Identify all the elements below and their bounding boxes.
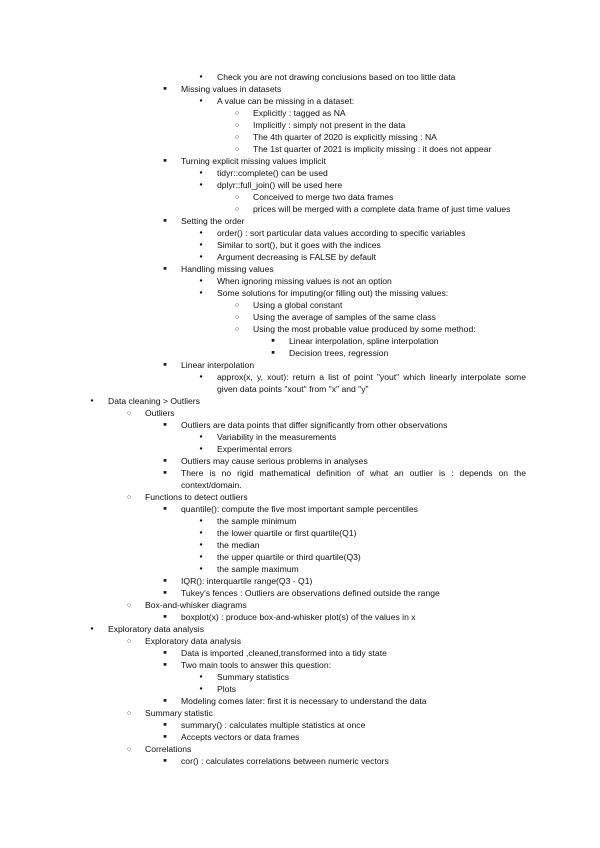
item-text: Argument decreasing is FALSE by default <box>217 252 377 262</box>
bullet-square-icon <box>160 659 170 672</box>
item-text: Setting the order <box>181 216 245 226</box>
item-text: There is no rigid mathematical definition of what an outlier is : depends on the context/domain. <box>181 468 526 490</box>
list-item <box>196 539 260 551</box>
item-text: Linear interpolation, spline interpolation <box>289 336 439 346</box>
list-item <box>160 83 281 95</box>
list-item <box>196 227 465 239</box>
bullet-disc-icon <box>196 371 206 384</box>
list-item <box>124 407 175 419</box>
item-text: dplyr::full_join() will be used here <box>217 180 343 190</box>
list-item <box>232 311 436 323</box>
list-item <box>232 143 491 155</box>
list-item <box>196 683 236 695</box>
item-text: Outliers <box>145 408 175 418</box>
item-text: Modeling comes later: first it is necessary to understand the data <box>181 696 427 706</box>
list-item <box>196 167 328 179</box>
list-item <box>160 155 326 167</box>
item-text: Correlations <box>145 744 192 754</box>
list-item <box>232 323 476 335</box>
bullet-circle-icon <box>232 323 242 336</box>
bullet-circle-icon <box>124 743 134 756</box>
list-item <box>160 263 274 275</box>
bullet-square-icon <box>160 83 170 96</box>
list-item <box>124 743 191 755</box>
bullet-circle-icon <box>124 599 134 612</box>
bullet-disc-icon <box>196 95 206 108</box>
list-item <box>232 191 393 203</box>
item-text: the median <box>217 540 260 550</box>
item-text: Using the average of samples of the same class <box>253 312 436 322</box>
item-text: cor() : calculates correlations between numeric vectors <box>181 756 389 766</box>
list-item <box>124 707 213 719</box>
item-text: Functions to detect outliers <box>145 492 248 502</box>
list-item <box>160 695 427 707</box>
item-text: Data is imported ,cleaned,transformed into a tidy state <box>181 648 387 658</box>
bullet-square-icon <box>160 503 170 516</box>
bullet-disc-icon <box>196 179 206 192</box>
list-item <box>124 635 241 647</box>
list-item <box>160 755 389 767</box>
item-text: Data cleaning > Outliers <box>108 396 200 406</box>
list-item <box>160 587 440 599</box>
item-text: Implicitly : simply not present in the data <box>253 120 406 130</box>
item-text: Turning explicit missing values implicit <box>181 156 326 166</box>
item-text: order() : sort particular data values according to specific variables <box>217 228 466 238</box>
item-text: Similar to sort(), but it goes with the indices <box>217 240 381 250</box>
item-text: Conceived to merge two data frames <box>253 192 394 202</box>
list-item <box>196 71 455 83</box>
list-item <box>232 299 342 311</box>
list-item <box>160 647 387 659</box>
list-item <box>232 131 437 143</box>
list-item <box>196 239 381 251</box>
item-text: the sample minimum <box>217 516 297 526</box>
list-item <box>196 179 342 191</box>
item-text: Linear interpolation <box>181 360 255 370</box>
bullet-square-icon <box>160 215 170 228</box>
bullet-square-icon <box>268 347 278 360</box>
item-text: Exploratory data analysis <box>145 636 242 646</box>
bullet-circle-icon <box>124 635 134 648</box>
item-text: summary() : calculates multiple statistics at once <box>181 720 366 730</box>
item-text: When ignoring missing values is not an option <box>217 276 392 286</box>
item-text: quantile(): compute the five most important sample percentiles <box>181 504 418 514</box>
list-item <box>268 347 388 359</box>
item-text: The 4th quarter of 2020 is explicitly missing : NA <box>253 132 437 142</box>
list-item <box>160 719 365 731</box>
item-text: the lower quartile or first quartile(Q1) <box>217 528 357 538</box>
item-text: Box-and-whisker diagrams <box>145 600 247 610</box>
list-item <box>160 215 245 227</box>
item-text: prices will be merged with a complete data frame of just time values <box>253 204 511 214</box>
list-item <box>160 455 368 467</box>
list-item <box>87 395 200 407</box>
item-text: A value can be missing in a dataset: <box>217 96 355 106</box>
list-item <box>124 491 248 503</box>
item-text: Explicitly : tagged as NA <box>253 108 346 118</box>
list-item <box>160 419 447 431</box>
item-text: Variability in the measurements <box>217 432 337 442</box>
list-item <box>196 551 361 563</box>
item-text: Summary statistics <box>217 672 290 682</box>
item-text: Missing values in datasets <box>181 84 282 94</box>
item-text: tidyr::complete() can be used <box>217 168 328 178</box>
item-text: boxplot(x) : produce box-and-whisker plot(s) of the values in x <box>181 612 416 622</box>
list-item <box>160 359 254 371</box>
list-item <box>232 107 346 119</box>
bullet-disc-icon <box>87 623 97 636</box>
item-text: IQR(): interquartile range(Q3 - Q1) <box>181 576 313 586</box>
list-item <box>196 443 292 455</box>
item-text: Two main tools to answer this question: <box>181 660 331 670</box>
list-item <box>196 251 376 263</box>
item-text: Outliers are data points that differ significantly from other observations <box>181 420 448 430</box>
item-text: Experimental errors <box>217 444 292 454</box>
item-text: the sample maximum <box>217 564 299 574</box>
list-item <box>196 371 526 395</box>
list-item <box>160 731 299 743</box>
bullet-square-icon <box>160 419 170 432</box>
bullet-disc-icon <box>196 287 206 300</box>
list-item <box>160 575 312 587</box>
list-item <box>87 623 204 635</box>
list-item <box>160 659 331 671</box>
item-text: The 1st quarter of 2021 is implicity missing : it does not appear <box>253 144 492 154</box>
list-item <box>196 671 289 683</box>
bullet-disc-icon <box>87 395 97 408</box>
item-text: Summary statistic <box>145 708 213 718</box>
bullet-circle-icon <box>124 491 134 504</box>
item-text: Using the most probable value produced by some method: <box>253 324 476 334</box>
list-item <box>160 467 526 491</box>
item-text: Plots <box>217 684 237 694</box>
item-text: Decision trees, regression <box>289 348 389 358</box>
list-item <box>196 95 354 107</box>
bullet-square-icon <box>160 755 170 768</box>
item-text: Using a global constant <box>253 300 343 310</box>
list-item <box>196 527 356 539</box>
item-text: approx(x, y, xout): return a list of point "yout" which linearly interpolate some given data points "xout" from "x" and "y" <box>217 372 526 394</box>
list-item <box>196 563 299 575</box>
list-item <box>232 119 405 131</box>
item-text: Exploratory data analysis <box>108 624 205 634</box>
list-item <box>196 515 296 527</box>
item-text: Some solutions for imputing(or filling out) the missing values: <box>217 288 449 298</box>
list-item <box>196 431 336 443</box>
bullet-square-icon <box>160 155 170 168</box>
list-item <box>124 599 247 611</box>
list-item <box>268 335 439 347</box>
list-item <box>196 275 392 287</box>
item-text: Tukey's fences : Outliers are observations defined outside the range <box>181 588 440 598</box>
list-item <box>160 611 416 623</box>
item-text: Accepts vectors or data frames <box>181 732 300 742</box>
list-item <box>232 203 510 215</box>
item-text: the upper quartile or third quartile(Q3) <box>217 552 361 562</box>
bullet-circle-icon <box>124 707 134 720</box>
item-text: Outliers may cause serious problems in analyses <box>181 456 368 466</box>
item-text: Handling missing values <box>181 264 274 274</box>
list-item <box>160 503 418 515</box>
bullet-square-icon <box>160 467 170 480</box>
bullet-square-icon <box>160 359 170 372</box>
list-item <box>196 287 448 299</box>
item-text: Check you are not drawing conclusions based on too little data <box>217 72 456 82</box>
bullet-circle-icon <box>124 407 134 420</box>
bullet-square-icon <box>160 263 170 276</box>
